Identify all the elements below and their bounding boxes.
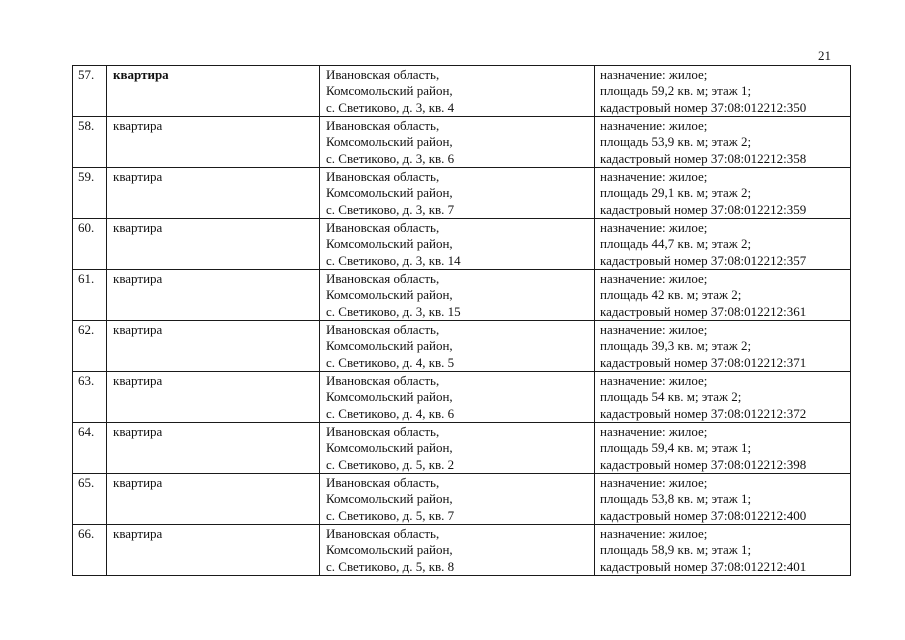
row-number: 64. bbox=[78, 424, 95, 439]
address-line: Комсомольский район, bbox=[326, 134, 453, 150]
description-cell bbox=[595, 168, 851, 219]
description-line: кадастровый номер 37:08:012212:350 bbox=[600, 99, 807, 115]
row-number-cell bbox=[73, 423, 107, 474]
address-line: Комсомольский район, bbox=[326, 236, 453, 252]
row-number-cell bbox=[73, 474, 107, 525]
object-type-cell bbox=[107, 219, 320, 270]
description-line: кадастровый номер 37:08:012212:371 bbox=[600, 354, 807, 370]
row-number-cell bbox=[73, 66, 107, 117]
row-number: 59. bbox=[78, 169, 95, 184]
object-type: квартира bbox=[113, 271, 163, 286]
address-line: Комсомольский район, bbox=[326, 542, 453, 558]
row-number: 61. bbox=[78, 271, 95, 286]
description-line: площадь 44,7 кв. м; этаж 2; bbox=[600, 236, 752, 252]
address-line: с. Светиково, д. 3, кв. 14 bbox=[326, 252, 461, 268]
table-row bbox=[73, 321, 851, 372]
row-number-cell bbox=[73, 321, 107, 372]
description-line: назначение: жилое; bbox=[600, 424, 708, 439]
description-line: назначение: жилое; bbox=[600, 475, 708, 490]
description-line: кадастровый номер 37:08:012212:358 bbox=[600, 150, 807, 166]
object-type-cell bbox=[107, 321, 320, 372]
row-number-cell bbox=[73, 117, 107, 168]
row-number-cell bbox=[73, 270, 107, 321]
object-type: квартира bbox=[113, 118, 163, 133]
address-line: Комсомольский район, bbox=[326, 83, 453, 99]
table-row bbox=[73, 66, 851, 117]
description-cell bbox=[595, 525, 851, 576]
address-line: с. Светиково, д. 3, кв. 15 bbox=[326, 303, 461, 319]
row-number-cell bbox=[73, 372, 107, 423]
address-line: Комсомольский район, bbox=[326, 287, 453, 303]
description-line: назначение: жилое; bbox=[600, 220, 708, 235]
description-line: площадь 29,1 кв. м; этаж 2; bbox=[600, 185, 752, 201]
address-line: Ивановская область, bbox=[326, 118, 440, 133]
address-line: Комсомольский район, bbox=[326, 389, 453, 405]
address-cell bbox=[320, 423, 595, 474]
address-cell bbox=[320, 66, 595, 117]
object-type: квартира bbox=[113, 67, 169, 82]
object-type: квартира bbox=[113, 424, 163, 439]
table-row bbox=[73, 270, 851, 321]
description-line: площадь 39,3 кв. м; этаж 2; bbox=[600, 338, 752, 354]
row-number: 65. bbox=[78, 475, 95, 490]
description-line: кадастровый номер 37:08:012212:400 bbox=[600, 507, 807, 523]
object-type: квартира bbox=[113, 322, 163, 337]
description-line: площадь 53,9 кв. м; этаж 2; bbox=[600, 134, 752, 150]
description-line: назначение: жилое; bbox=[600, 118, 708, 133]
address-line: Ивановская область, bbox=[326, 220, 440, 235]
address-line: с. Светиково, д. 5, кв. 2 bbox=[326, 456, 455, 472]
table-row bbox=[73, 525, 851, 576]
description-line: назначение: жилое; bbox=[600, 271, 708, 286]
address-line: Ивановская область, bbox=[326, 475, 440, 490]
description-line: кадастровый номер 37:08:012212:398 bbox=[600, 456, 807, 472]
address-cell bbox=[320, 219, 595, 270]
description-cell bbox=[595, 117, 851, 168]
object-type-cell bbox=[107, 66, 320, 117]
object-type: квартира bbox=[113, 169, 163, 184]
row-number: 58. bbox=[78, 118, 95, 133]
address-line: Комсомольский район, bbox=[326, 440, 453, 456]
address-line: с. Светиково, д. 5, кв. 8 bbox=[326, 558, 455, 574]
address-line: с. Светиково, д. 5, кв. 7 bbox=[326, 507, 455, 523]
table-row bbox=[73, 168, 851, 219]
description-line: кадастровый номер 37:08:012212:359 bbox=[600, 201, 807, 217]
object-type-cell bbox=[107, 168, 320, 219]
description-cell bbox=[595, 474, 851, 525]
row-number: 63. bbox=[78, 373, 95, 388]
address-line: с. Светиково, д. 4, кв. 5 bbox=[326, 354, 455, 370]
row-number: 66. bbox=[78, 526, 95, 541]
description-cell bbox=[595, 423, 851, 474]
description-line: кадастровый номер 37:08:012212:357 bbox=[600, 252, 807, 268]
object-type: квартира bbox=[113, 373, 163, 388]
description-line: кадастровый номер 37:08:012212:372 bbox=[600, 405, 807, 421]
object-type-cell bbox=[107, 474, 320, 525]
address-cell bbox=[320, 372, 595, 423]
address-line: Ивановская область, bbox=[326, 424, 440, 439]
address-line: Ивановская область, bbox=[326, 322, 440, 337]
address-cell bbox=[320, 474, 595, 525]
description-line: площадь 42 кв. м; этаж 2; bbox=[600, 287, 742, 303]
address-cell bbox=[320, 168, 595, 219]
table-row bbox=[73, 219, 851, 270]
description-cell bbox=[595, 219, 851, 270]
table-row bbox=[73, 423, 851, 474]
address-line: Комсомольский район, bbox=[326, 338, 453, 354]
object-type-cell bbox=[107, 117, 320, 168]
address-cell bbox=[320, 321, 595, 372]
address-line: Ивановская область, bbox=[326, 373, 440, 388]
address-cell bbox=[320, 525, 595, 576]
description-cell bbox=[595, 372, 851, 423]
row-number: 57. bbox=[78, 67, 95, 82]
description-line: кадастровый номер 37:08:012212:361 bbox=[600, 303, 807, 319]
table-row bbox=[73, 474, 851, 525]
description-line: назначение: жилое; bbox=[600, 526, 708, 541]
page-number: 21 bbox=[818, 48, 831, 63]
object-type: квартира bbox=[113, 220, 163, 235]
description-line: назначение: жилое; bbox=[600, 373, 708, 388]
address-line: Ивановская область, bbox=[326, 271, 440, 286]
address-line: Ивановская область, bbox=[326, 169, 440, 184]
description-cell bbox=[595, 66, 851, 117]
description-line: назначение: жилое; bbox=[600, 67, 708, 82]
address-line: с. Светиково, д. 3, кв. 7 bbox=[326, 201, 455, 217]
table-row bbox=[73, 372, 851, 423]
object-type: квартира bbox=[113, 526, 163, 541]
table-row bbox=[73, 117, 851, 168]
description-line: назначение: жилое; bbox=[600, 322, 708, 337]
address-line: Комсомольский район, bbox=[326, 185, 453, 201]
address-line: Комсомольский район, bbox=[326, 491, 453, 507]
row-number-cell bbox=[73, 219, 107, 270]
object-type: квартира bbox=[113, 475, 163, 490]
address-cell bbox=[320, 117, 595, 168]
object-type-cell bbox=[107, 525, 320, 576]
description-line: площадь 59,4 кв. м; этаж 1; bbox=[600, 440, 752, 456]
property-table-body bbox=[73, 66, 851, 576]
description-line: площадь 53,8 кв. м; этаж 1; bbox=[600, 491, 752, 507]
description-cell bbox=[595, 270, 851, 321]
description-line: площадь 54 кв. м; этаж 2; bbox=[600, 389, 742, 405]
description-cell bbox=[595, 321, 851, 372]
row-number-cell bbox=[73, 168, 107, 219]
address-line: с. Светиково, д. 4, кв. 6 bbox=[326, 405, 455, 421]
address-line: с. Светиково, д. 3, кв. 6 bbox=[326, 150, 455, 166]
object-type-cell bbox=[107, 372, 320, 423]
description-line: площадь 59,2 кв. м; этаж 1; bbox=[600, 83, 752, 99]
property-table bbox=[72, 65, 851, 576]
object-type-cell bbox=[107, 423, 320, 474]
object-type-cell bbox=[107, 270, 320, 321]
address-line: Ивановская область, bbox=[326, 526, 440, 541]
row-number-cell bbox=[73, 525, 107, 576]
address-cell bbox=[320, 270, 595, 321]
address-line: Ивановская область, bbox=[326, 67, 440, 82]
description-line: назначение: жилое; bbox=[600, 169, 708, 184]
row-number: 62. bbox=[78, 322, 95, 337]
description-line: площадь 58,9 кв. м; этаж 1; bbox=[600, 542, 752, 558]
address-line: с. Светиково, д. 3, кв. 4 bbox=[326, 99, 455, 115]
description-line: кадастровый номер 37:08:012212:401 bbox=[600, 558, 807, 574]
row-number: 60. bbox=[78, 220, 95, 235]
